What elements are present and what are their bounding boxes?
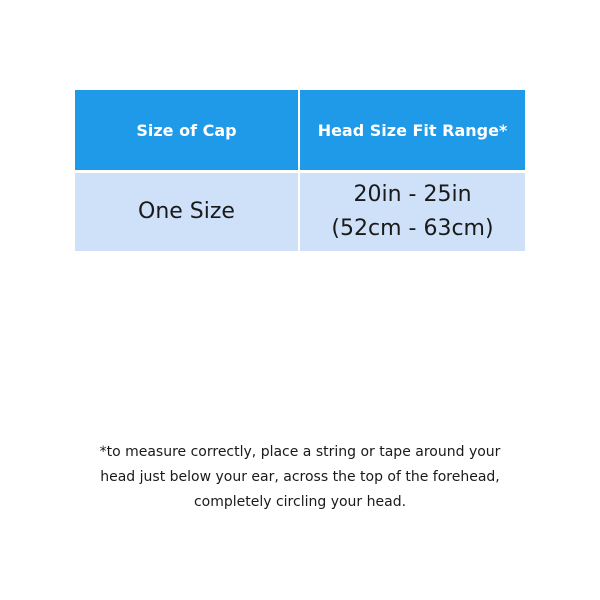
footnote-line: head just below your ear, across the top of the forehead, [100, 469, 500, 485]
measurement-footnote [60, 440, 540, 515]
footnote-line: *to measure correctly, place a string or tape around your [99, 444, 501, 460]
footnote-line: completely circling your head. [193, 494, 407, 510]
range-metric: (52cm - 63cm) [331, 216, 494, 241]
table-row [75, 172, 525, 252]
cell-fit-range [299, 172, 525, 252]
cell-size-value: One Size [75, 172, 299, 252]
range-imperial: 20in - 25in [353, 182, 472, 207]
size-chart-table [75, 90, 525, 251]
table-header-row [75, 90, 525, 172]
header-head-size-fit-range: Head Size Fit Range* [299, 90, 525, 172]
header-size-of-cap: Size of Cap [75, 90, 299, 172]
